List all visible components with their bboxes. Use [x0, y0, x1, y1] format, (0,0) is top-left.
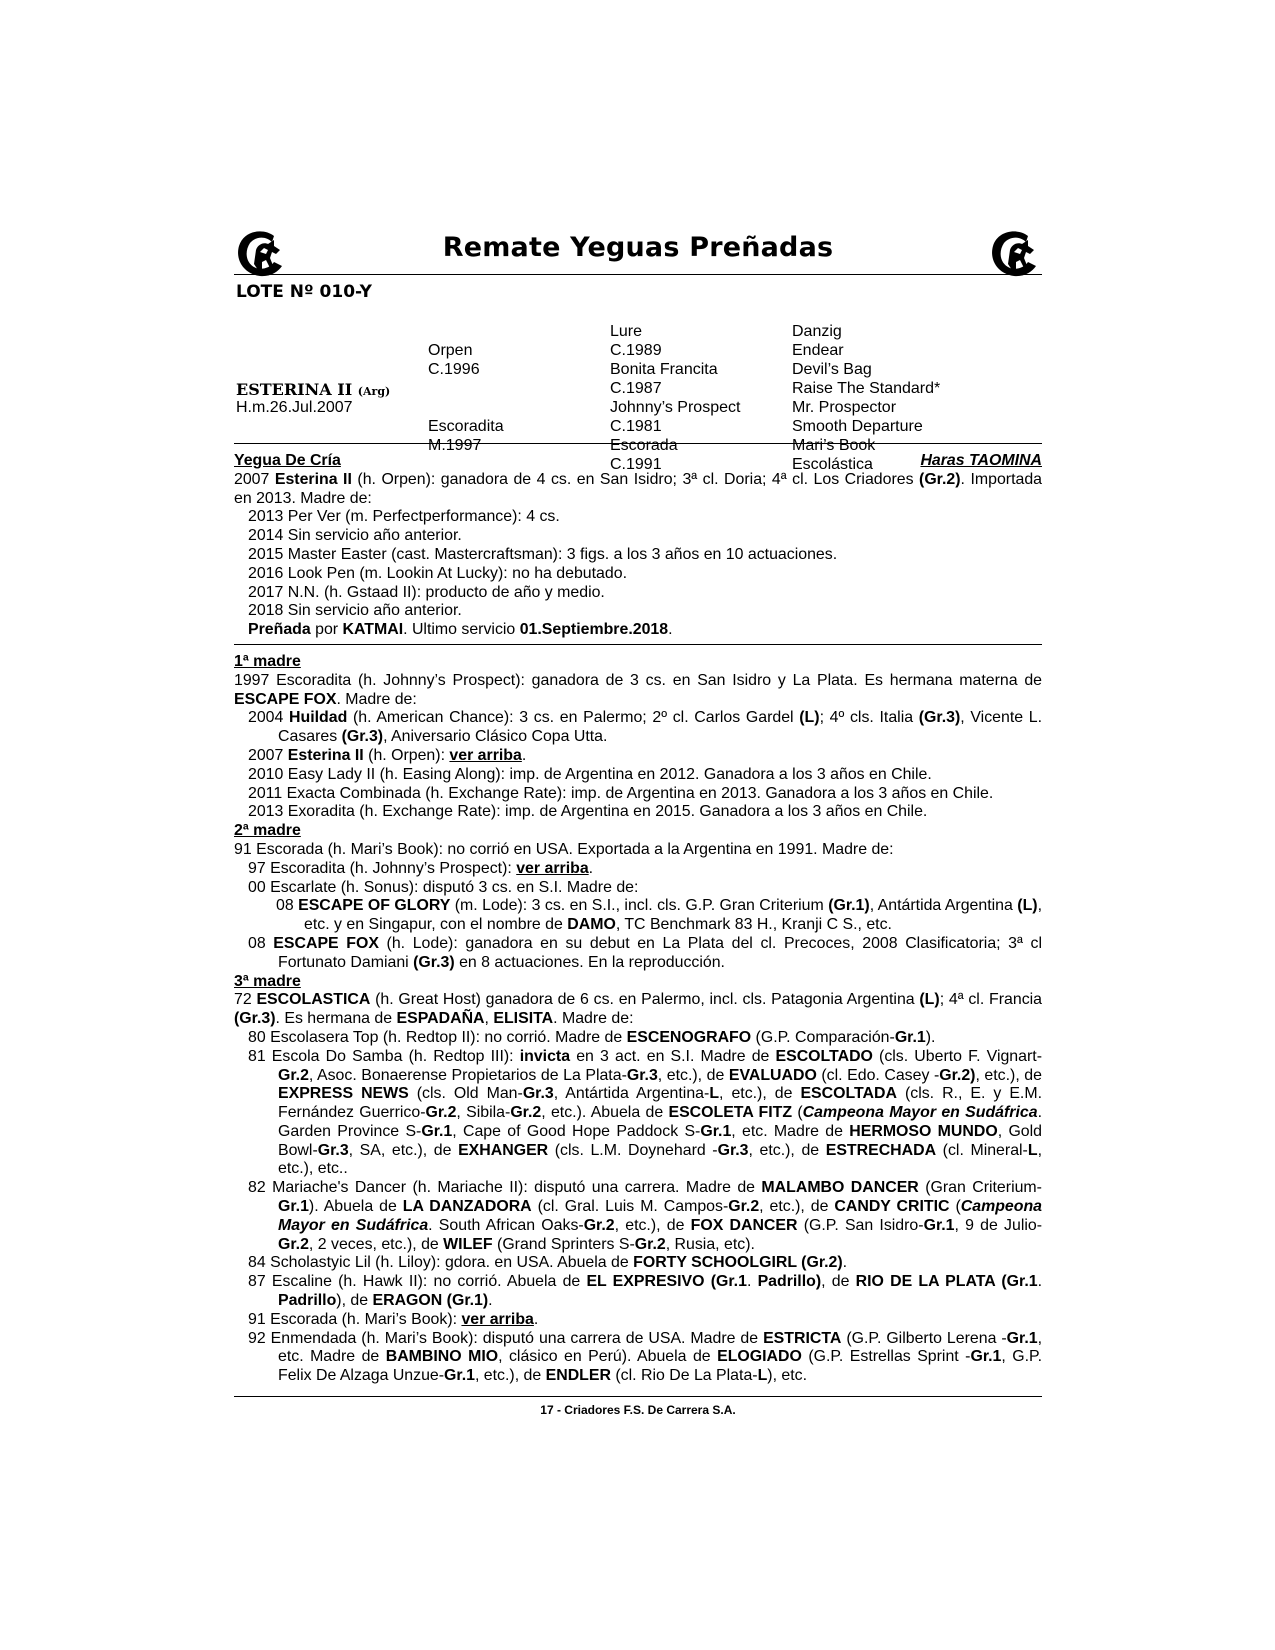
section-heading: 1ª madre [234, 652, 301, 670]
section-heading: Yegua De Cría [234, 452, 341, 469]
great-grandparent: Danzig [792, 323, 842, 340]
great-grandparent: Smooth Departure [792, 418, 923, 435]
horse-info: H.m.26.Jul.2007 [236, 399, 353, 416]
page-header [234, 222, 1042, 275]
grandparent-name: Johnny’s Prospect [610, 399, 741, 416]
grandparent-info: C.1981 [610, 418, 662, 435]
entry-line: 2010 Easy Lady II (h. Easing Along): imp. de Argentina en 2012. Ganadora a los 3 años en Chile. [248, 765, 932, 783]
grandparent-info: C.1991 [610, 456, 662, 473]
horse-origin: (Arg) [357, 385, 391, 398]
entry-line: 80 Escolasera Top (h. Redtop II): no corrió. Madre de ESCENOGRAFO (G.P. Comparación-Gr.1). [248, 1028, 936, 1046]
page-footer: 17 - Criadores F.S. De Carrera S.A. [540, 1403, 736, 1418]
entry-line: 2011 Exacta Combinada (h. Exchange Rate): imp. de Argentina en 2013. Ganadora a los 3 años en Chile. [248, 784, 994, 802]
entry-line: 91 Escorada (h. Mari’s Book): no corrió en USA. Exportada a la Argentina en 1991. Madre de: [234, 840, 894, 858]
grandparent-info: C.1987 [610, 380, 662, 397]
great-grandparent: Devil’s Bag [792, 361, 872, 378]
madre2-entries [234, 841, 1042, 973]
page-title: Remate Yeguas Preñadas [442, 232, 834, 263]
section-heading: 2ª madre [234, 822, 301, 840]
entry-line: Preñada por KATMAI. Ultimo servicio 01.Septiembre.2018. [248, 621, 673, 639]
sire-name: Orpen [428, 342, 473, 359]
haras-name: Haras TAOMINA [920, 452, 1042, 469]
entry-line: 84 Scholastyic Lil (h. Liloy): gdora. en USA. Abuela de FORTY SCHOOLGIRL (Gr.2). [248, 1254, 848, 1272]
document-page [234, 222, 1042, 1417]
dam-name: Escoradita [428, 418, 504, 435]
horse-emblem-icon [988, 228, 1042, 278]
great-grandparent: Raise The Standard* [792, 380, 941, 397]
yegua-entries [234, 471, 1042, 640]
entry-line: 2015 Master Easter (cast. Mastercraftsman): 3 figs. a los 3 años en 10 actuaciones. [248, 545, 838, 563]
grandparent-name: Bonita Francita [610, 361, 718, 378]
entry-line: 92 Enmendada (h. Mari’s Book): disputó una carrera de USA. Madre de ESTRICTA (G.P. Gilberto Lerena -Gr.1, etc. Madre de BAMBINO MIO, clásico en Perú). Abuela de ELOGIADO (G.P. Estrellas Sprint -Gr.1, G.P. Felix De Alzaga Unzue-Gr.1, etc.), de ENDLER (cl. Rio De La Plata-L), etc. [248, 1329, 1043, 1385]
family-section [234, 645, 1042, 1397]
entry-line: 2004 Huildad (h. American Chance): 3 cs. en Palermo; 2º cl. Carlos Gardel (L); 4º cls. Italia (Gr.3), Vicente L. Casares (Gr.3), Aniversario Clásico Copa Utta. [248, 709, 1043, 746]
entry-line: 2013 Exoradita (h. Exchange Rate): imp. de Argentina en 2015. Ganadora a los 3 años en Chile. [248, 803, 928, 821]
entry-line: 81 Escola Do Samba (h. Redtop III): invicta en 3 act. en S.I. Madre de ESCOLTADO (cls. Uberto F. Vignart-Gr.2, Asoc. Bonaerense Propietarios de La Plata-Gr.3, etc.), de EVALUADO (cl. Edo. Casey -Gr.2), etc.), de EXPRESS NEWS (cls. Old Man-Gr.3, Antártida Argentina-L, etc.), de ESCOLTADA (cls. R., E. y E.M. Fernández Guerrico-Gr.2, Sibila-Gr.2, etc.). Abuela de ESCOLETA FITZ (Campeona Mayor en Sudáfrica. Garden Province S-Gr.1, Cape of Good Hope Paddock S-Gr.1, etc. Madre de HERMOSO MUNDO, Gold Bowl-Gr.3, SA, etc.), de EXHANGER (cls. L.M. Doynehard -Gr.3, etc.), de ESTRECHADA (cl. Mineral-L, etc.), etc.. [248, 1047, 1043, 1178]
great-grandparent: Mari’s Book [792, 437, 876, 454]
entry-line: 2017 N.N. (h. Gstaad II): producto de año y medio. [248, 583, 605, 601]
grandparent-info: C.1989 [610, 342, 662, 359]
entry-line: 82 Mariache's Dancer (h. Mariache II): disputó una carrera. Madre de MALAMBO DANCER (Gran Criterium-Gr.1). Abuela de LA DANZADORA (cl. Gral. Luis M. Campos-Gr.2, etc.), de CANDY CRITIC (Campeona Mayor en Sudáfrica. South African Oaks-Gr.2, etc.), de FOX DANCER (G.P. San Isidro-Gr.1, 9 de Julio-Gr.2, 2 veces, etc.), de WILEF (Grand Sprinters S-Gr.2, Rusia, etc). [248, 1179, 1043, 1253]
entry-line: 08 ESCAPE FOX (h. Lode): ganadora en su debut en La Plata del cl. Precoces, 2008 Clasificatoria; 3ª cl Fortunato Damiani (Gr.3) en 8 actuaciones. En la reproducción. [248, 934, 1042, 971]
entry-line: 87 Escaline (h. Hawk II): no corrió. Abuela de EL EXPRESIVO (Gr.1. Padrillo), de RIO DE LA PLATA (Gr.1. Padrillo), de ERAGON (Gr.1). [248, 1273, 1043, 1310]
grandparent-name: Lure [610, 323, 643, 340]
entry-line: 2014 Sin servicio año anterior. [248, 527, 462, 545]
grandparent-name: Escorada [610, 437, 678, 454]
entry-line: 2007 Esterina II (h. Orpen): ver arriba. [248, 746, 527, 764]
entry-line: 2018 Sin servicio año anterior. [248, 602, 462, 620]
entry-line: 72 ESCOLASTICA (h. Great Host) ganadora de 6 cs. en Palermo, incl. cls. Patagonia Argentina (L); 4ª cl. Francia (Gr.3). Es hermana de ESPADAÑA, ELISITA. Madre de: [234, 991, 1043, 1028]
madre1-entries [234, 672, 1042, 822]
sire-info: C.1996 [428, 361, 480, 378]
entry-line: 2007 Esterina II (h. Orpen): ganadora de 4 cs. en San Isidro; 3ª cl. Doria; 4ª cl. Los Criadores (Gr.2). Importada en 2013. Madre de: [234, 470, 1043, 507]
lot-number: LOTE Nº 010-Y [236, 282, 372, 302]
entry-line: 2016 Look Pen (m. Lookin At Lucky): no ha debutado. [248, 564, 627, 582]
section-heading: 3ª madre [234, 972, 301, 990]
dam-info: M.1997 [428, 437, 482, 454]
entry-line: 97 Escoradita (h. Johnny’s Prospect): ver arriba. [248, 859, 594, 877]
entry-line: 08 ESCAPE OF GLORY (m. Lode): 3 cs. en S.I., incl. cls. G.P. Gran Criterium (Gr.1), Antártida Argentina (L), etc. y en Singapur, con el nombre de DAMO, TC Benchmark 83 H., Kranji C S., etc. [276, 897, 1043, 934]
entry-line: 2013 Per Ver (m. Perfectperformance): 4 cs. [248, 508, 560, 526]
great-grandparent: Endear [792, 342, 844, 359]
great-grandparent: Escolástica [792, 456, 873, 473]
entry-line: 1997 Escoradita (h. Johnny’s Prospect): ganadora de 3 cs. en San Isidro y La Plata. Es hermana materna de ESCAPE FOX. Madre de: [234, 671, 1042, 708]
horse-name-text: ESTERINA II [236, 380, 353, 399]
entry-line: 91 Escorada (h. Mari’s Book): ver arriba. [248, 1310, 539, 1328]
madre3-entries [234, 991, 1042, 1386]
entry-line: 00 Escarlate (h. Sonus): disputó 3 cs. en S.I. Madre de: [248, 878, 639, 896]
great-grandparent: Mr. Prospector [792, 399, 897, 416]
